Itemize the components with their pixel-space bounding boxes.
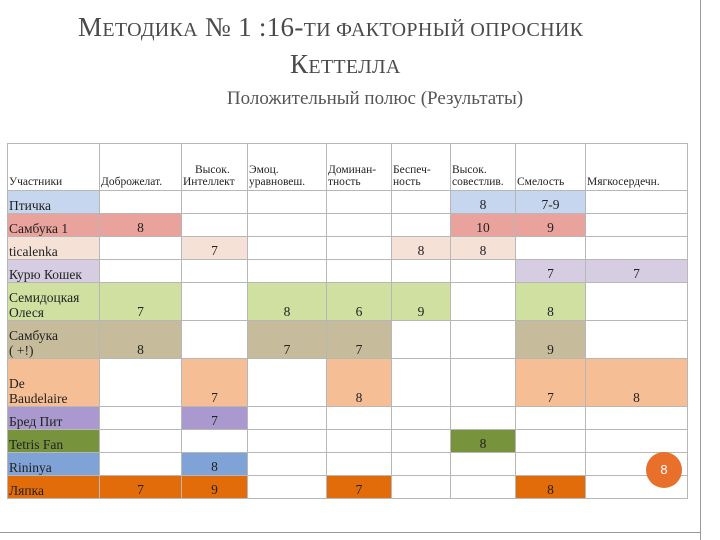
participant-name [8, 283, 100, 321]
score-cell: 8 [100, 214, 182, 237]
score-cell: 7 [182, 407, 248, 430]
table-row [8, 191, 688, 214]
score-cell [586, 283, 688, 321]
score-cell [100, 407, 182, 430]
score-cell: 7 [516, 359, 586, 407]
participant-name-line2: Олеся [9, 305, 45, 320]
score-cell [392, 214, 451, 237]
score-cell [516, 453, 586, 476]
table-row [8, 453, 688, 476]
score-cell [182, 260, 248, 283]
score-cell: 8 [451, 430, 516, 453]
table-row [8, 214, 688, 237]
score-cell [182, 191, 248, 214]
participant-name-line1: Самбука [9, 328, 58, 343]
score-cell: 6 [327, 283, 392, 321]
page-number-badge: 8 [646, 452, 682, 488]
score-cell: 8 [451, 191, 516, 214]
header-stability [248, 144, 327, 191]
header-row [8, 144, 688, 191]
participant-name-line2: ( +!) [9, 343, 34, 358]
score-cell [327, 453, 392, 476]
score-cell: 9 [516, 214, 586, 237]
header-conscience-line2: совестлив. [452, 176, 504, 188]
header-carefree [392, 144, 451, 191]
score-cell: 7 [248, 321, 327, 359]
participant-name: Rininya [8, 453, 100, 476]
slide-title [78, 10, 638, 84]
score-cell: 8 [392, 237, 451, 260]
title-cap-2: К [290, 49, 309, 79]
header-dominance-line1: Доминан- [328, 164, 377, 176]
table-row [8, 321, 688, 359]
score-cell [182, 430, 248, 453]
score-cell [392, 321, 451, 359]
score-cell [392, 407, 451, 430]
score-cell: 9 [182, 476, 248, 499]
score-cell [182, 214, 248, 237]
header-stability-line1: Эмоц. [249, 164, 279, 176]
score-cell: 8 [248, 283, 327, 321]
score-cell: 8 [516, 283, 586, 321]
frame-bottom-line [0, 532, 701, 533]
score-cell [248, 430, 327, 453]
score-cell [516, 237, 586, 260]
participant-name: Птичка [8, 191, 100, 214]
frame-right-line [700, 0, 701, 540]
score-cell [586, 191, 688, 214]
participant-name: Самбука 1 [8, 214, 100, 237]
table-row [8, 237, 688, 260]
score-cell: 7 [182, 237, 248, 260]
participant-name: Курю Кошек [8, 260, 100, 283]
score-cell [586, 214, 688, 237]
score-cell [392, 260, 451, 283]
header-softness: Мягкосердечн. [586, 144, 688, 191]
participant-name: ticalenka [8, 237, 100, 260]
header-carefree-line1: Беспеч- [393, 164, 431, 176]
title-line-2 [78, 47, 638, 84]
participant-name: Бред Пит [8, 407, 100, 430]
score-cell: 7 [327, 476, 392, 499]
score-cell [248, 260, 327, 283]
score-cell [100, 260, 182, 283]
score-cell [248, 453, 327, 476]
score-cell [100, 359, 182, 407]
score-cell [586, 237, 688, 260]
score-cell [100, 237, 182, 260]
participant-name: Ляпка [8, 476, 100, 499]
header-intellect-line2: Интеллект [183, 176, 235, 188]
title-word-3: ЕТТЕЛЛА [308, 56, 401, 78]
score-cell [586, 407, 688, 430]
participant-name-line1: De [9, 376, 25, 391]
score-cell [248, 476, 327, 499]
score-cell [392, 476, 451, 499]
results-sheet [7, 143, 688, 499]
score-cell [248, 191, 327, 214]
score-cell: 7 [182, 359, 248, 407]
header-intellect-line1: Высок. [195, 164, 230, 176]
score-cell [327, 260, 392, 283]
score-cell [100, 191, 182, 214]
header-courage: Смелость [516, 144, 586, 191]
table-row [8, 476, 688, 499]
participant-name: Tetris Fan [8, 430, 100, 453]
score-cell: 8 [586, 359, 688, 407]
score-cell [248, 359, 327, 407]
score-cell [100, 430, 182, 453]
table-row [8, 283, 688, 321]
title-number: № 1 :16- [204, 12, 304, 42]
table-row [8, 359, 688, 407]
score-cell: 7 [586, 260, 688, 283]
score-cell [182, 321, 248, 359]
title-cap-1: М [78, 12, 103, 42]
score-cell: 9 [392, 283, 451, 321]
score-cell [451, 321, 516, 359]
score-cell [327, 191, 392, 214]
participant-name [8, 359, 100, 407]
header-dominance [327, 144, 392, 191]
score-cell [392, 359, 451, 407]
header-conscience [451, 144, 516, 191]
score-cell [327, 237, 392, 260]
header-carefree-line2: ность [393, 176, 421, 188]
participant-name-line1: Семидоцкая [9, 290, 80, 305]
score-cell [451, 453, 516, 476]
score-cell: 7 [516, 260, 586, 283]
score-cell [451, 260, 516, 283]
header-kindness: Доброжелат. [100, 144, 182, 191]
score-cell [248, 237, 327, 260]
title-word-2: ТИ ФАКТОРНЫЙ ОПРОСНИК [303, 19, 584, 41]
score-cell [182, 283, 248, 321]
header-stability-line2: уравновеш. [249, 176, 306, 188]
score-cell: 8 [100, 321, 182, 359]
score-cell: 8 [451, 237, 516, 260]
score-cell [327, 214, 392, 237]
table-row [8, 430, 688, 453]
score-cell: 10 [451, 214, 516, 237]
score-cell [516, 430, 586, 453]
score-cell [100, 453, 182, 476]
table-row [8, 260, 688, 283]
score-cell [392, 191, 451, 214]
score-cell: 9 [516, 321, 586, 359]
score-cell [392, 430, 451, 453]
score-cell [451, 407, 516, 430]
score-cell: 7 [100, 283, 182, 321]
score-cell [327, 430, 392, 453]
score-cell [451, 476, 516, 499]
score-cell: 7 [327, 321, 392, 359]
results-table [7, 143, 688, 499]
score-cell: 7 [100, 476, 182, 499]
score-cell [451, 359, 516, 407]
participant-name-line2: Baudelaire [9, 391, 68, 406]
table-row [8, 407, 688, 430]
header-conscience-line1: Высок. [452, 164, 487, 176]
title-word-1: ЕТОДИКА [102, 19, 198, 41]
score-cell [586, 321, 688, 359]
score-cell [586, 430, 688, 453]
score-cell: 8 [182, 453, 248, 476]
score-cell [327, 407, 392, 430]
score-cell: 8 [516, 476, 586, 499]
header-dominance-line2: тность [328, 176, 361, 188]
score-cell [248, 407, 327, 430]
header-participants: Участники [8, 144, 100, 191]
header-intellect [182, 144, 248, 191]
score-cell [392, 453, 451, 476]
score-cell [248, 214, 327, 237]
slide-subtitle: Положительный полюс (Результаты) [226, 88, 524, 109]
score-cell: 8 [327, 359, 392, 407]
participant-name [8, 321, 100, 359]
score-cell [516, 407, 586, 430]
score-cell [451, 283, 516, 321]
score-cell: 7-9 [516, 191, 586, 214]
